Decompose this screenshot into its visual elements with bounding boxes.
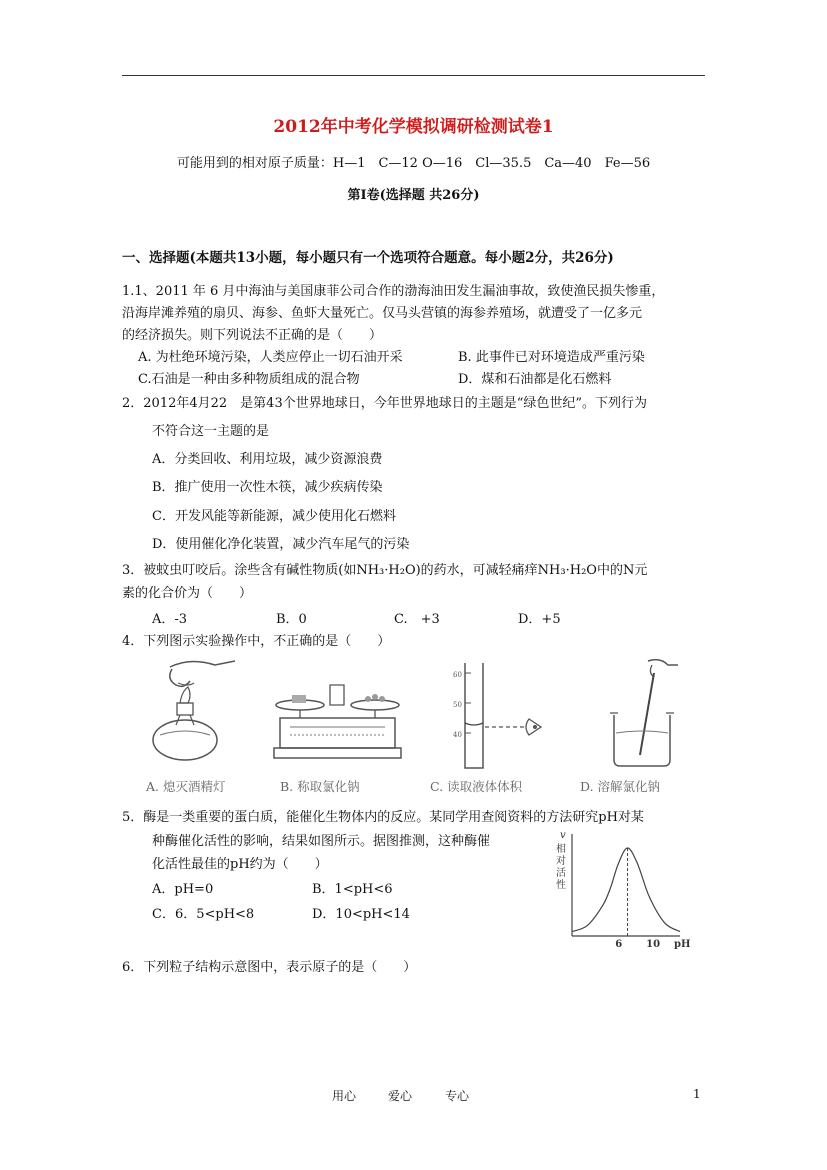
q5-line3: 化活性最佳的pH约为（ ） [152,857,328,872]
chart-x-tick-10: 10 [646,939,661,950]
q1-option-d: D．煤和石油都是化石燃料 [458,372,612,387]
footer-motto-2: 爱心 [388,1089,413,1103]
q3-option-b: B．0 [276,612,307,627]
q4-line1: 4．下列图示实验操作中，不正确的是（ ） [122,634,391,649]
section-heading: 一、选择题(本题共13小题，每小题只有一个选项符合题意。每小题2分，共26分) [122,250,614,266]
chart-xlabel: pH [674,939,691,950]
page-number: 1 [693,1087,701,1101]
q2-option-d: D．使用催化净化装置，减少汽车尾气的污染 [152,537,410,552]
q2-option-a: A．分类回收、利用垃圾，减少资源浪费 [152,452,383,467]
q6-line1: 6．下列粒子结构示意图中，表示原子的是（ ） [122,960,417,975]
q2-line2: 不符合这一主题的是 [152,424,270,439]
q3-line2: 素的化合价为（ ） [122,586,253,601]
alcohol-lamp-figure [140,655,250,775]
page-title: 2012年中考化学模拟调研检测试卷1 [273,117,554,137]
q1-option-c: C.石油是一种由多种物质组成的混合物 [138,372,360,387]
q4-caption-d: D. 溶解氯化钠 [580,779,661,794]
q5-option-c: C．6．5<pH<8 [152,907,255,922]
q5-line1: 5．酶是一类重要的蛋白质，能催化生物体内的反应。某同学用查阅资料的方法研究pH对某 [122,810,644,825]
q5-option-b: B．1<pH<6 [312,882,393,897]
footer-motto-3: 专心 [445,1089,470,1103]
q1-option-b: B. 此事件已对环境造成严重污染 [458,350,645,365]
footer-motto-1: 用心 [332,1089,357,1103]
q5-option-a: A．pH=0 [152,882,214,897]
cylinder-tick-50: 50 [453,701,462,709]
q4-figures [140,655,700,800]
q2-option-c: C．开发风能等新能源，减少使用化石燃料 [152,509,396,524]
q3-option-d: D．+5 [518,612,561,627]
chart-x-tick-6: 6 [615,939,623,950]
header-rule [122,75,705,76]
graduated-cylinder-figure [445,655,555,775]
q3-option-a: A．-3 [152,612,188,627]
q1-line1: 1.1、2011 年 6 月中海油与美国康菲公司合作的渤海油田发生漏油事故，致使渔民损失惨重， [122,284,665,299]
q1-option-a: A. 为杜绝环境污染，人类应停止一切石油开采 [138,350,403,365]
q3-line1: 3．被蚊虫叮咬后。涂些含有碱性物质(如NH₃·H₂O)的药水，可减轻痛痒NH₃·H₂O中的N元 [122,563,648,578]
atomic-masses: 可能用到的相对原子质量：H—1 C—12 O—16 Cl—35.5 Ca—40 Fe—56 [176,156,651,171]
q5-option-d: D．10<pH<14 [312,907,410,922]
part-title: 第Ⅰ卷(选择题 共26分) [347,188,480,203]
q3-option-c: C. +3 [394,612,440,627]
q4-caption-b: B. 称取氯化钠 [280,779,360,794]
chart-ylabel-v: v [560,830,566,841]
q4-caption-a: A. 熄灭酒精灯 [146,779,226,794]
q5-line2: 种酶催化活性的影响，结果如图所示。据图推测，这种酶催 [152,834,491,849]
beaker-figure [600,655,700,775]
q2-option-b: B．推广使用一次性木筷，减少疾病传染 [152,480,383,495]
chart-ylabel: 相对活性 [556,844,566,891]
ph-activity-chart [548,826,698,950]
cylinder-tick-60: 60 [453,671,462,679]
q1-line2: 沿海岸滩养殖的扇贝、海参、鱼虾大量死亡。仅马头营镇的海参养殖场，就遭受了一亿多元 [122,306,643,321]
chart-curve [572,848,680,932]
balance-figure [270,655,405,775]
q2-line1: 2．2012年4月22 是第43个世界地球日，今年世界地球日的主题是“绿色世纪”。下列行为 [122,396,648,411]
cylinder-tick-40: 40 [453,731,462,739]
q4-caption-c: C. 读取液体体积 [430,779,523,794]
q1-line3: 的经济损失。则下列说法不正确的是（ ） [122,328,383,343]
